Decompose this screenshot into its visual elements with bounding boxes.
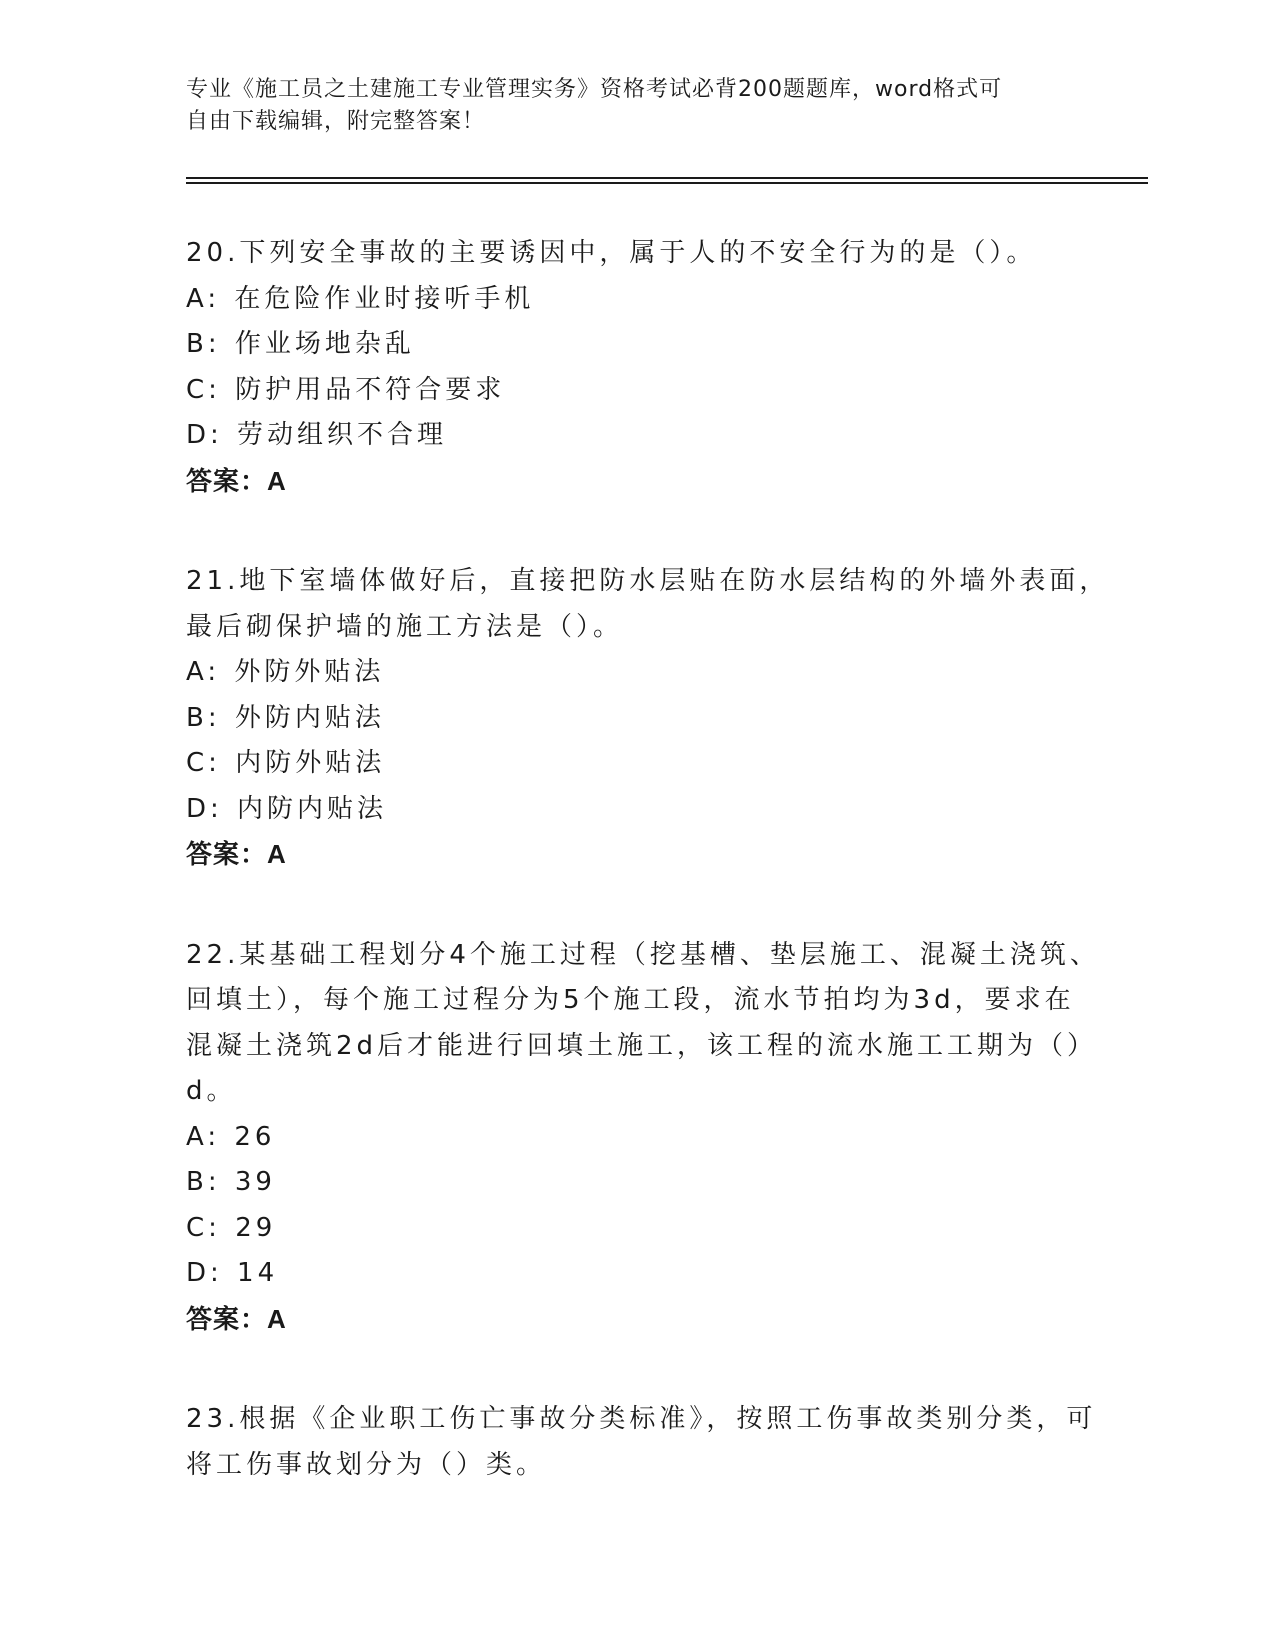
option-letter: C: xyxy=(186,374,221,405)
answer-line: 答案：A xyxy=(186,839,287,869)
question-text: 22.某基础工程划分4个施工过程（挖基槽、垫层施工、混凝土浇筑、 xyxy=(186,939,1100,970)
option-letter: D: xyxy=(186,793,223,824)
option-text: 内防外贴法 xyxy=(235,748,386,778)
header-divider xyxy=(186,182,1148,184)
option-letter: C: xyxy=(186,1212,221,1243)
option-text: 26 xyxy=(234,1121,276,1152)
option-text: 14 xyxy=(237,1258,279,1288)
header-line: 自由下载编辑，附完整答案！ xyxy=(186,109,486,134)
option-text: 防护用品不符合要求 xyxy=(235,374,506,405)
question-21 xyxy=(186,559,1110,878)
option-letter: D: xyxy=(186,1258,223,1288)
option-d xyxy=(186,1251,1086,1297)
question-text: 23.根据《企业职工伤亡事故分类标准》，按照工伤事故类别分类，可 xyxy=(186,1404,1097,1434)
option-a xyxy=(186,277,1086,323)
option-c xyxy=(186,1206,1086,1252)
header-divider xyxy=(186,177,1148,179)
option-b xyxy=(186,322,1086,368)
question-20 xyxy=(186,231,1086,504)
option-letter: B: xyxy=(186,1167,221,1197)
option-text: 外防外贴法 xyxy=(234,657,385,687)
question-23 xyxy=(186,1397,1097,1488)
question-text: 20.下列安全事故的主要诱因中，属于人的不安全行为的是（）。 xyxy=(186,238,1037,268)
option-letter: B: xyxy=(186,702,221,733)
question-text: 将工伤事故划分为（）类。 xyxy=(186,1449,547,1480)
option-b xyxy=(186,696,1086,742)
question-text: d。 xyxy=(186,1076,237,1106)
header-line: 专业《施工员之土建施工专业管理实务》资格考试必背200题题库，word格式可 xyxy=(186,77,1003,102)
answer-line: 答案：A xyxy=(186,1303,287,1334)
option-b xyxy=(186,1160,1086,1206)
option-letter: B: xyxy=(186,329,221,359)
option-a xyxy=(186,650,1086,696)
option-text: 作业场地杂乱 xyxy=(234,329,415,359)
question-list xyxy=(186,231,1110,1543)
option-text: 内防内贴法 xyxy=(237,793,388,824)
option-text: 在危险作业时接听手机 xyxy=(234,283,535,314)
answer-line: 答案：A xyxy=(186,465,287,496)
option-d xyxy=(186,787,1086,833)
question-text: 最后砌保护墙的施工方法是（）。 xyxy=(186,611,624,642)
document-header xyxy=(186,74,1086,138)
question-text: 21.地下室墙体做好后，直接把防水层贴在防水层结构的外墙外表面， xyxy=(186,566,1110,596)
option-text: 劳动组织不合理 xyxy=(237,420,448,450)
option-letter: D: xyxy=(186,420,223,450)
question-text: 回填土），每个施工过程分为5个施工段，流水节拍均为3d，要求在 xyxy=(186,985,1075,1015)
option-letter: C: xyxy=(186,748,221,778)
option-a xyxy=(186,1115,1086,1161)
option-c xyxy=(186,741,1086,787)
option-letter: A: xyxy=(186,657,221,687)
option-c xyxy=(186,368,1086,414)
option-text: 39 xyxy=(234,1167,276,1197)
option-text: 外防内贴法 xyxy=(234,702,385,733)
option-text: 29 xyxy=(235,1212,277,1243)
option-letter: A: xyxy=(186,283,221,314)
question-22 xyxy=(186,933,1100,1343)
option-d xyxy=(186,413,1086,459)
option-letter: A: xyxy=(186,1121,221,1152)
question-text: 混凝土浇筑2d后才能进行回填土施工，该工程的流水施工工期为（） xyxy=(186,1030,1098,1061)
